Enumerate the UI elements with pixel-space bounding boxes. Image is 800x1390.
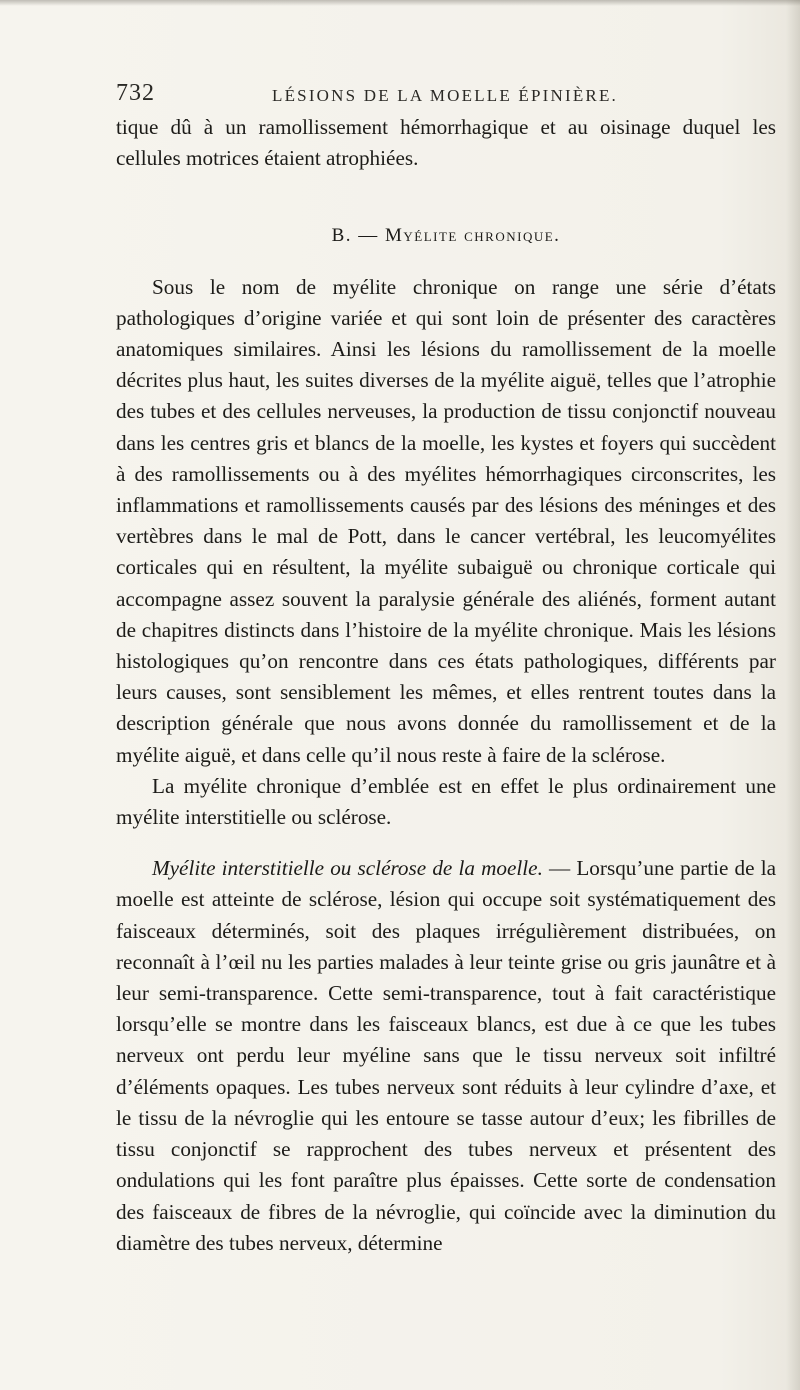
- page-header: [116, 80, 776, 114]
- page-edge-shadow: [786, 0, 800, 1390]
- paragraph-myelite-emblee: La myélite chronique d’emblée est en effet le plus ordinairement une myélite interstitielle ou sclérose.: [116, 773, 776, 830]
- page-top-edge: [0, 0, 800, 6]
- section-title: B. — Myélite chronique.: [331, 225, 561, 247]
- paragraph-sclerose: [116, 853, 776, 1259]
- paragraph-gap: [116, 833, 776, 853]
- sclerose-text: — Lorsqu’une partie de la moelle est atteinte de sclérose, lésion qui occupe soit systématiquement des faisceaux déterminés, soit des plaques irrégulièrement distribuées, on reconnaît à l’œil nu les parties malades à leur teinte grise ou gris jaunâtre et à leur semi-transparence. Cette semi-transparence, tout à fait caractéristique lorsqu’elle se montre dans les faisceaux blancs, est due à ce que les tubes nerveux ont perdu leur myéline sans que le tissu nerveux soit infiltré d’éléments opaques. Les tubes nerveux sont réduits à leur cylindre d’axe, et le tissu de la névroglie qui les entoure se tasse autour d’eux; les fibrilles de tissu conjonctif se rapprochent des tubes nerveux et présentent des ondulations qui les font paraître plus épaisses. Cette sorte de condensation des faisceaux de fibres de la névroglie, qui coïncide avec la diminution du diamètre des tubes nerveux, détermine: [116, 856, 776, 1255]
- paragraph-myelite-chronique: Sous le nom de myélite chronique on range une série d’états pathologiques d’origine variée et qui sont loin de présenter des caractères anatomiques similaires. Ainsi les lésions du ramollissement de la moelle décrites plus haut, les suites diverses de la myélite aiguë, telles que l’atrophie des tubes et des cellules nerveuses, la production de tissu conjonctif nouveau dans les centres gris et blancs de la moelle, les kystes et foyers qui succèdent à des ramollissements ou à des myélites hémorrhagiques circonscrites, les inflammations et ramollissements causés par des lésions des méninges et des vertèbres dans le mal de Pott, dans le cancer vertébral, les leucomyélites corticales qui en résultent, la myélite subaiguë ou chronique corticale qui accompagne assez souvent la paralysie générale des aliénés, forment autant de chapitres distincts dans l’histoire de la myélite chronique. Mais les lésions histologiques qu’on rencontre dans ces états pathologiques, différents par leurs causes, sont sensiblement les mêmes, et elles rentrent toutes dans la description générale que nous avons donnée du ramollissement et de la myélite aiguë, et dans celle qu’il nous reste à faire de la sclérose.: [116, 274, 776, 767]
- body-text: [116, 112, 776, 1259]
- subsection-heading: Myélite interstitielle ou sclérose de la moelle.: [152, 856, 543, 881]
- intro-paragraph: tique dû à un ramollissement hémorrhagique et au oisinage duquel les cellules motrices étaient atrophiées.: [116, 115, 776, 171]
- running-title: LÉSIONS DE LA MOELLE ÉPINIÈRE.: [272, 86, 619, 105]
- page-number: 732: [116, 80, 155, 106]
